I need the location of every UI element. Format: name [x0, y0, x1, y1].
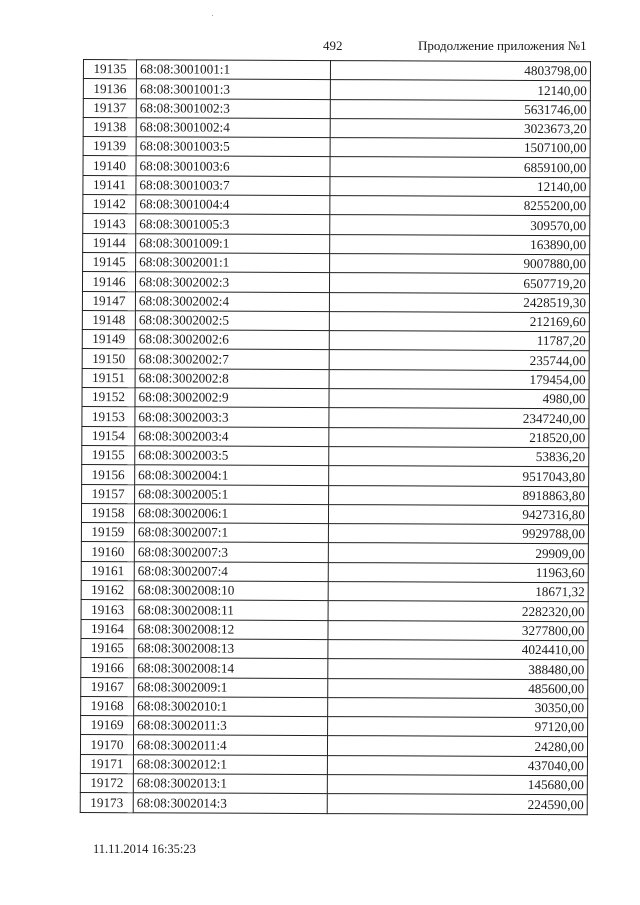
table-row	[81, 716, 588, 738]
table-row	[83, 156, 590, 178]
cadastral-number-cell: 68:08:3002008:11	[134, 600, 328, 620]
table-row	[81, 638, 588, 660]
row-number-cell: 19135	[83, 60, 136, 80]
row-number-cell: 19158	[81, 503, 134, 523]
row-number-cell: 19160	[81, 542, 134, 562]
table-row	[82, 484, 589, 506]
cadastral-number-cell: 68:08:3002009:1	[134, 677, 328, 697]
cadastral-number-cell: 68:08:3002003:3	[135, 407, 329, 427]
table-row	[82, 388, 589, 410]
cadastral-number-cell: 68:08:3002002:7	[135, 349, 329, 369]
table-row	[82, 445, 589, 467]
table-row	[81, 696, 588, 718]
cadastral-number-cell: 68:08:3002003:4	[135, 426, 329, 446]
cadastral-number-cell: 68:08:3001001:3	[136, 79, 330, 99]
cadastral-value-cell: 2282320,00	[328, 601, 588, 621]
row-number-cell: 19151	[82, 368, 135, 388]
table-row	[83, 79, 590, 101]
cadastral-value-cell: 4803798,00	[330, 61, 590, 81]
cadastral-value-cell: 24280,00	[327, 736, 587, 756]
table-row	[81, 542, 588, 564]
table-row	[82, 272, 589, 294]
cadastral-value-cell: 224590,00	[327, 794, 587, 814]
cadastral-number-cell: 68:08:3001001:1	[136, 60, 330, 80]
row-number-cell: 19143	[83, 214, 136, 234]
cadastral-number-cell: 68:08:3002002:3	[135, 272, 329, 292]
table-row	[80, 735, 587, 757]
row-number-cell: 19147	[82, 291, 135, 311]
cadastral-number-cell: 68:08:3002005:1	[135, 484, 329, 504]
table-row	[80, 793, 587, 815]
row-number-cell: 19163	[81, 600, 134, 620]
cadastral-number-cell: 68:08:3002002:6	[135, 330, 329, 350]
table-row	[83, 214, 590, 236]
cadastral-value-cell: 30350,00	[328, 697, 588, 717]
row-number-cell: 19152	[82, 388, 135, 408]
row-number-cell: 19168	[81, 696, 134, 716]
table-row	[83, 117, 590, 139]
cadastral-value-cell: 11963,60	[328, 562, 588, 582]
cadastral-value-table	[80, 59, 591, 815]
row-number-cell: 19156	[82, 465, 135, 485]
cadastral-number-cell: 68:08:3002002:5	[135, 311, 329, 331]
table-row	[83, 175, 590, 197]
table-row	[83, 60, 590, 82]
cadastral-value-cell: 4024410,00	[328, 639, 588, 659]
cadastral-value-cell: 12140,00	[330, 80, 590, 100]
cadastral-number-cell: 68:08:3002004:1	[135, 465, 329, 485]
row-number-cell: 19137	[83, 98, 136, 118]
row-number-cell: 19173	[80, 793, 133, 813]
row-number-cell: 19138	[83, 117, 136, 137]
print-timestamp: 11.11.2014 16:35:23	[93, 842, 196, 856]
table-row	[82, 310, 589, 332]
cadastral-number-cell: 68:08:3002014:3	[133, 793, 327, 813]
cadastral-value-cell: 145680,00	[327, 775, 587, 795]
table-row	[81, 523, 588, 545]
cadastral-value-cell: 53836,20	[329, 447, 589, 467]
cadastral-number-cell: 68:08:3002007:1	[134, 523, 328, 543]
cadastral-value-cell: 9007880,00	[330, 254, 590, 274]
cadastral-number-cell: 68:08:3002010:1	[134, 697, 328, 717]
cadastral-number-cell: 68:08:3002013:1	[133, 774, 327, 794]
row-number-cell: 19171	[80, 754, 133, 774]
table-row	[81, 619, 588, 641]
row-number-cell: 19165	[81, 638, 134, 658]
row-number-cell: 19150	[82, 349, 135, 369]
row-number-cell: 19145	[83, 252, 136, 272]
cadastral-value-cell: 6507719,20	[329, 273, 589, 293]
table-row	[81, 581, 588, 603]
table-row	[83, 233, 590, 255]
row-number-cell: 19149	[82, 330, 135, 350]
cadastral-number-cell: 68:08:3001003:6	[136, 156, 330, 176]
cadastral-value-cell: 218520,00	[329, 427, 589, 447]
cadastral-number-cell: 68:08:3002002:8	[135, 368, 329, 388]
cadastral-value-cell: 9427316,80	[328, 504, 588, 524]
cadastral-value-cell: 1507100,00	[330, 138, 590, 158]
row-number-cell: 19167	[81, 677, 134, 697]
row-number-cell: 19136	[83, 79, 136, 99]
cadastral-number-cell: 68:08:3002001:1	[136, 253, 330, 273]
cadastral-value-cell: 212169,60	[329, 311, 589, 331]
table-row	[80, 773, 587, 795]
table-row	[80, 754, 587, 776]
cadastral-value-cell: 97120,00	[328, 717, 588, 737]
cadastral-value-cell: 309570,00	[330, 215, 590, 235]
table-row	[82, 368, 589, 390]
table-row	[82, 426, 589, 448]
cadastral-value-cell: 18671,32	[328, 582, 588, 602]
table-row	[83, 137, 590, 159]
cadastral-number-cell: 68:08:3002007:4	[134, 561, 328, 581]
cadastral-value-cell: 8918863,80	[329, 485, 589, 505]
row-number-cell: 19169	[81, 716, 134, 736]
cadastral-value-cell: 179454,00	[329, 369, 589, 389]
cadastral-value-cell: 437040,00	[327, 755, 587, 775]
cadastral-number-cell: 68:08:3001009:1	[136, 233, 330, 253]
row-number-cell: 19153	[82, 407, 135, 427]
row-number-cell: 19146	[82, 272, 135, 292]
cadastral-value-cell: 11787,20	[329, 331, 589, 351]
cadastral-value-cell: 2428519,30	[329, 292, 589, 312]
cadastral-value-cell: 235744,00	[329, 350, 589, 370]
cadastral-number-cell: 68:08:3001002:3	[136, 98, 330, 118]
cadastral-number-cell: 68:08:3001003:5	[136, 137, 330, 157]
cadastral-value-cell: 3023673,20	[330, 118, 590, 138]
cadastral-number-cell: 68:08:3002008:13	[134, 639, 328, 659]
cadastral-number-cell: 68:08:3001005:3	[136, 214, 330, 234]
cadastral-value-cell: 9517043,80	[329, 466, 589, 486]
cadastral-number-cell: 68:08:3002011:4	[133, 735, 327, 755]
row-number-cell: 19148	[82, 310, 135, 330]
row-number-cell: 19172	[80, 773, 133, 793]
cadastral-value-cell: 8255200,00	[330, 196, 590, 216]
cadastral-number-cell: 68:08:3002002:9	[135, 388, 329, 408]
cadastral-number-cell: 68:08:3001003:7	[136, 176, 330, 196]
cadastral-number-cell: 68:08:3002008:12	[134, 619, 328, 639]
row-number-cell: 19140	[83, 156, 136, 176]
cadastral-number-cell: 68:08:3002012:1	[133, 754, 327, 774]
table-row	[81, 658, 588, 680]
appendix-title: Продолжение приложения №1	[418, 38, 587, 53]
row-number-cell: 19154	[82, 426, 135, 446]
page-number: 492	[323, 38, 343, 53]
cadastral-value-cell: 6859100,00	[330, 157, 590, 177]
table-row	[81, 503, 588, 525]
cadastral-number-cell: 68:08:3002008:14	[134, 658, 328, 678]
cadastral-value-cell: 9929788,00	[328, 524, 588, 544]
table-row	[82, 407, 589, 429]
cadastral-value-cell: 388480,00	[328, 659, 588, 679]
cadastral-number-cell: 68:08:3002011:3	[134, 716, 328, 736]
cadastral-value-cell: 12140,00	[330, 176, 590, 196]
cadastral-number-cell: 68:08:3002008:10	[134, 581, 328, 601]
table-row	[81, 600, 588, 622]
scan-speck	[212, 15, 213, 16]
row-number-cell: 19157	[82, 484, 135, 504]
row-number-cell: 19144	[83, 233, 136, 253]
cadastral-value-cell: 3277800,00	[328, 620, 588, 640]
cadastral-number-cell: 68:08:3002007:3	[134, 542, 328, 562]
table-body	[80, 60, 590, 815]
cadastral-value-cell: 29909,00	[328, 543, 588, 563]
cadastral-number-cell: 68:08:3002006:1	[134, 504, 328, 524]
cadastral-number-cell: 68:08:3001002:4	[136, 118, 330, 138]
table-row	[83, 98, 590, 120]
row-number-cell: 19164	[81, 619, 134, 639]
table-row	[83, 195, 590, 217]
row-number-cell: 19161	[81, 561, 134, 581]
row-number-cell: 19139	[83, 137, 136, 157]
cadastral-number-cell: 68:08:3002002:4	[135, 291, 329, 311]
row-number-cell: 19155	[82, 445, 135, 465]
cadastral-value-cell: 163890,00	[330, 234, 590, 254]
cadastral-value-cell: 4980,00	[329, 389, 589, 409]
table-row	[82, 465, 589, 487]
cadastral-number-cell: 68:08:3002003:5	[135, 446, 329, 466]
table-row	[82, 349, 589, 371]
table-row	[81, 677, 588, 699]
row-number-cell: 19142	[83, 195, 136, 215]
table-row	[81, 561, 588, 583]
row-number-cell: 19141	[83, 175, 136, 195]
cadastral-number-cell: 68:08:3001004:4	[136, 195, 330, 215]
row-number-cell: 19166	[81, 658, 134, 678]
row-number-cell: 19162	[81, 581, 134, 601]
table-row	[82, 330, 589, 352]
row-number-cell: 19170	[80, 735, 133, 755]
row-number-cell: 19159	[81, 523, 134, 543]
cadastral-value-cell: 5631746,00	[330, 99, 590, 119]
table-row	[83, 252, 590, 274]
cadastral-value-cell: 2347240,00	[329, 408, 589, 428]
cadastral-value-cell: 485600,00	[328, 678, 588, 698]
table-row	[82, 291, 589, 313]
